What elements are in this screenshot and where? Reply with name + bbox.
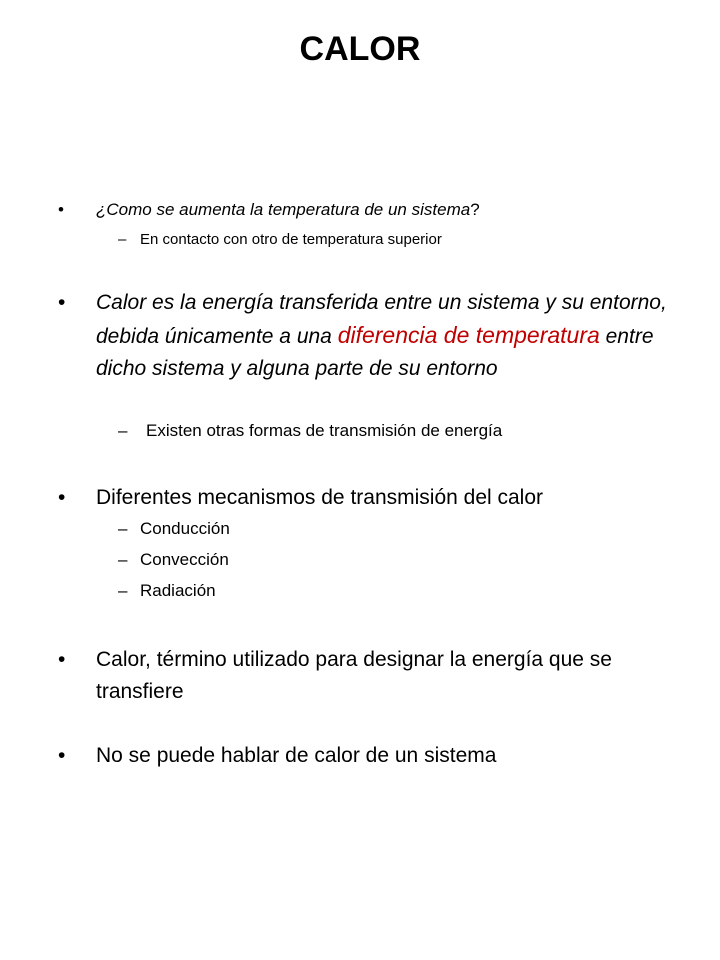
slide-title: CALOR bbox=[299, 30, 421, 68]
no-calor-text: No se puede hablar de calor de un sistema bbox=[96, 744, 497, 767]
sub-dash: – bbox=[118, 519, 128, 538]
bullet-definition bbox=[58, 287, 668, 385]
sub-contact-text: En contacto con otro de temperatura superior bbox=[140, 231, 442, 248]
bullet-point: • bbox=[58, 744, 66, 767]
definition-highlight: diferencia de temperatura bbox=[337, 322, 600, 348]
sub-dash: – bbox=[118, 421, 128, 440]
mechanism-convection: Convección bbox=[140, 550, 229, 569]
mechanism-item bbox=[118, 550, 678, 570]
bullet-point: • bbox=[58, 291, 66, 314]
term-text: Calor, término utilizado para designar la energía que se transfiere bbox=[96, 648, 612, 703]
bullet-point: • bbox=[58, 648, 66, 671]
sub-contact bbox=[118, 231, 678, 248]
bullet-question bbox=[58, 198, 668, 222]
question-text: ¿Como se aumenta la temperatura de un sistema bbox=[96, 200, 471, 219]
mechanism-item bbox=[118, 519, 678, 539]
bullet-question-text bbox=[96, 198, 668, 222]
definition-part2: entre dicho sistema y alguna parte de su entorno bbox=[96, 325, 654, 380]
bullet-no-calor bbox=[58, 740, 668, 772]
sub-dash: – bbox=[118, 231, 127, 248]
bullet-mechanisms bbox=[58, 482, 668, 514]
bullet-term bbox=[58, 644, 668, 708]
sub-dash: – bbox=[118, 581, 128, 600]
mechanism-conduction: Conducción bbox=[140, 519, 230, 538]
sub-dash: – bbox=[118, 550, 128, 569]
mechanism-radiation: Radiación bbox=[140, 581, 216, 600]
mechanisms-heading: Diferentes mecanismos de transmisión del calor bbox=[96, 486, 544, 509]
definition-part1: Calor es la energía transferida entre un sistema y su entorno, debida únicamente a una bbox=[96, 291, 667, 348]
bullet-point: • bbox=[58, 200, 64, 219]
question-mark: ? bbox=[470, 200, 480, 219]
definition-text bbox=[96, 287, 668, 385]
sub-other-forms bbox=[118, 421, 678, 441]
bullet-point: • bbox=[58, 486, 66, 509]
mechanism-item bbox=[118, 581, 678, 601]
sub-other-forms-text: Existen otras formas de transmisión de energía bbox=[146, 421, 503, 440]
